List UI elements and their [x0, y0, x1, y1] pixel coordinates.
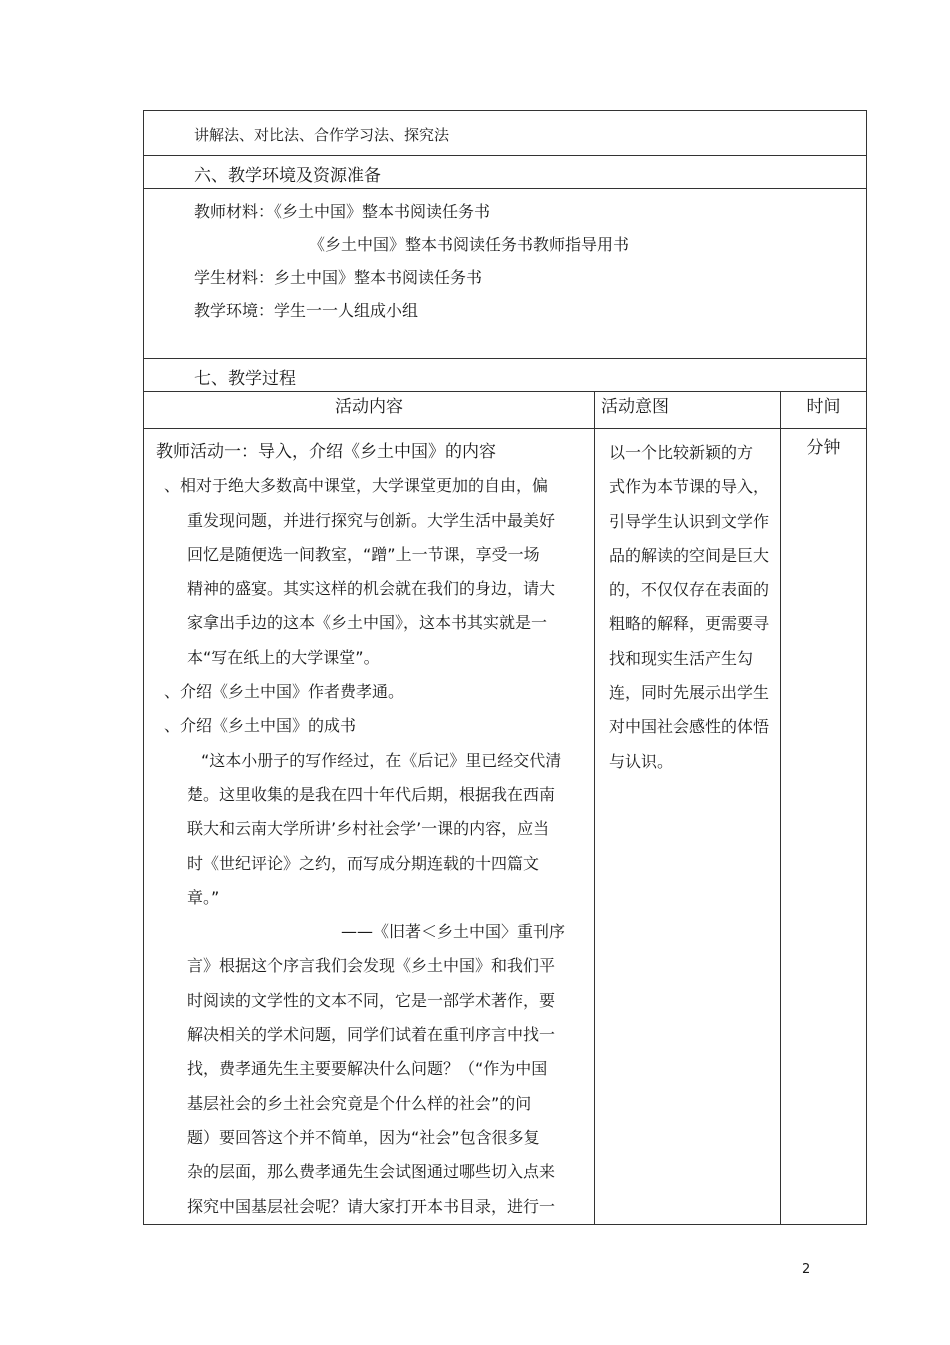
activity-title: 教师活动一：导入，介绍《乡土中国》的内容 [156, 442, 496, 462]
activity-line: “这本小册子的写作经过，在《后记》里已经交代清 [201, 750, 562, 770]
intent-line: 的，不仅仅存在表面的 [609, 580, 770, 600]
lesson-plan-table [143, 110, 867, 1225]
activity-line: 言》根据这个序言我们会发现《乡土中国》和我们平 [187, 956, 556, 976]
activity-line: 解决相关的学术问题，同学们试着在重刊序言中找一 [187, 1025, 556, 1045]
activity-line: 本“写在纸上的大学课堂”。 [187, 647, 380, 667]
intent-line: 对中国社会感性的体悟 [609, 717, 770, 737]
intent-line: 式作为本节课的导入， [609, 477, 770, 497]
activity-line: 、相对于绝大多数高中课堂，大学课堂更加的自由，偏 [164, 476, 549, 496]
intent-line: 连，同时先展示出学生 [609, 683, 770, 703]
resources-block [144, 189, 866, 327]
environment-line: 教学环境：学生一一人组成小组 [194, 301, 419, 320]
activity-line: 题）要回答这个并不简单，因为“社会”包含很多复 [187, 1127, 540, 1147]
section7-heading-row [144, 359, 867, 392]
activity-line: 探究中国基层社会呢？请大家打开本书目录，进行一 [187, 1196, 556, 1216]
intent-line: 品的解读的空间是巨大 [609, 545, 770, 565]
activity-line: 回忆是随便选一间教室，“蹭”上一节课，享受一场 [187, 544, 540, 564]
column-header-intent: 活动意图 [595, 392, 781, 429]
intent-line: 找和现实生活产生勾 [609, 648, 754, 668]
activity-line: 楚。这里收集的是我在四十年代后期，根据我在西南 [187, 784, 556, 804]
section6-heading-row [144, 156, 867, 189]
activity-line: 基层社会的乡土社会究竟是个什么样的社会”的问 [187, 1093, 532, 1113]
activity-intent-cell [595, 429, 780, 779]
activity-line: 时《世纪评论》之约，而写成分期连载的十四篇文 [187, 853, 540, 873]
column-header-content: 活动内容 [144, 392, 595, 429]
activity-line: 联大和云南大学所讲’乡村社会学’一课的内容，应当 [187, 819, 550, 839]
activity-line: 精神的盛宴。其实这样的机会就在我们的身边，请大 [187, 579, 556, 599]
activity-line: ——《旧著＜乡土中国〉重刊序 [341, 922, 566, 942]
activity-line: 章。” [187, 887, 220, 907]
section7-heading: 七、教学过程 [194, 369, 296, 389]
activity-line: 、介绍《乡土中国》的成书 [164, 716, 357, 736]
section6-content-row [144, 189, 867, 359]
column-header-time: 时间 [781, 392, 867, 429]
process-header-row [144, 392, 867, 429]
methods-row [144, 111, 867, 156]
activity-content-cell [144, 429, 594, 1224]
activity-line: 重发现问题，并进行探究与创新。大学生活中最美好 [187, 510, 556, 530]
activity-time: 分钟 [806, 438, 841, 458]
process-body-row [144, 429, 867, 1225]
activity-line: 家拿出手边的这本《乡土中国》，这本书其实就是一 [187, 613, 548, 633]
activity-line: 找，费孝通先生主要要解决什么问题？（“作为中国 [187, 1059, 548, 1079]
intent-line: 与认识。 [609, 751, 674, 771]
teacher-material-line-1: 教师材料：《乡土中国》整本书阅读任务书 [194, 202, 491, 221]
teaching-methods-text: 讲解法、对比法、合作学习法、探究法 [194, 126, 450, 144]
activity-line: 、介绍《乡土中国》作者费孝通。 [164, 682, 405, 702]
teacher-material-line-2: 《乡土中国》整本书阅读任务书教师指导用书 [309, 235, 630, 254]
activity-line: 杂的层面，那么费孝通先生会试图通过哪些切入点来 [187, 1162, 556, 1182]
activity-line: 时阅读的文学性的文本不同，它是一部学术著作，要 [187, 990, 556, 1010]
intent-line: 引导学生认识到文学作 [609, 511, 770, 531]
intent-line: 粗略的解释，更需要寻 [609, 614, 770, 634]
page-number: 2 [802, 1262, 811, 1277]
intent-line: 以一个比较新颖的方 [609, 443, 754, 462]
section6-heading: 六、教学环境及资源准备 [194, 166, 381, 186]
student-material-line: 学生材料：乡土中国》整本书阅读任务书 [194, 268, 483, 287]
